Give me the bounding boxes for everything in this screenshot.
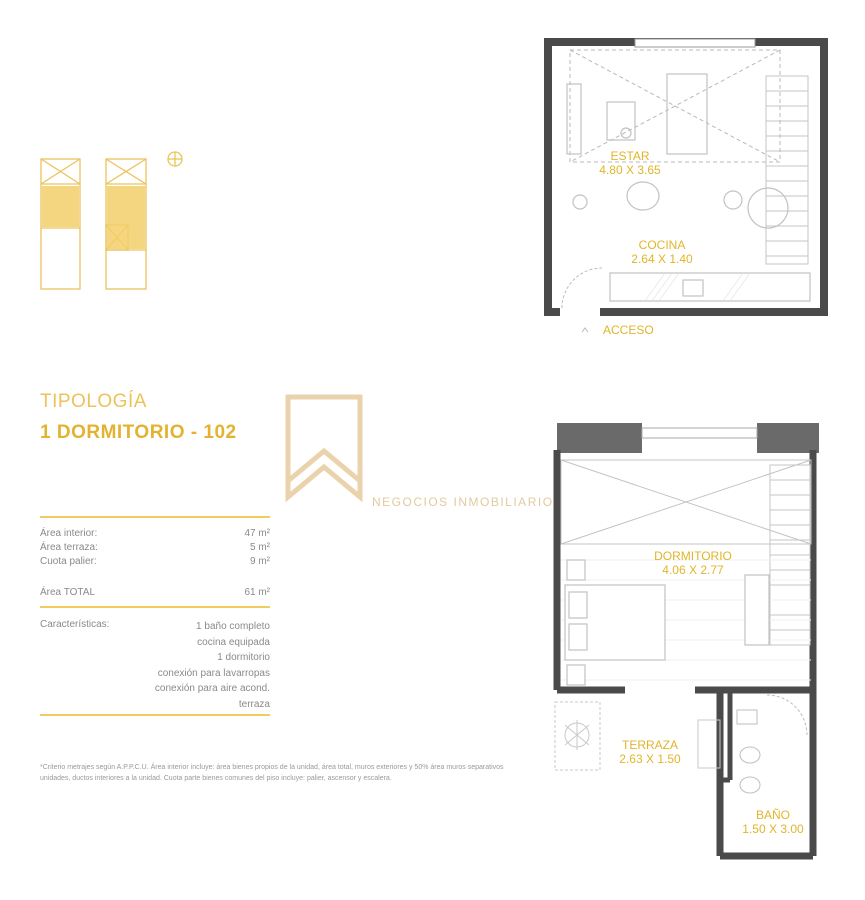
area-row	[40, 541, 270, 554]
feature-item: conexión para lavarropas	[157, 667, 270, 679]
table-mid-rule	[40, 606, 270, 608]
table-bottom-rule	[40, 714, 270, 716]
area-value: 47 m²	[244, 528, 270, 539]
area-label: Área interior:	[40, 528, 98, 539]
room-dims: 1.50 X 3.00	[742, 822, 804, 836]
room-name: DORMITORIO	[654, 549, 732, 563]
room-dims: 2.63 X 1.50	[619, 752, 681, 766]
watermark-logo	[284, 393, 366, 505]
features-label: Características:	[40, 619, 110, 630]
area-row	[40, 527, 270, 540]
room-dims: 4.80 X 3.65	[599, 163, 661, 177]
total-label: Área TOTAL	[40, 587, 96, 598]
room-label-dormitorio	[643, 549, 743, 577]
acceso-label: ACCESO	[603, 323, 654, 337]
key-plan	[36, 150, 196, 295]
area-row	[40, 555, 270, 568]
area-value: 9 m²	[250, 556, 270, 567]
room-label-estar	[585, 149, 675, 177]
total-row	[40, 586, 270, 599]
total-value: 61 m²	[244, 587, 270, 598]
feature-item: conexión para aire acond.	[154, 683, 270, 694]
floor-plan-upper	[540, 36, 830, 321]
area-label: Área terraza:	[40, 542, 98, 553]
feature-item: 1 dormitorio	[217, 652, 270, 663]
room-label-cocina	[617, 238, 707, 266]
feature-item: cocina equipada	[197, 636, 270, 648]
room-name: BAÑO	[755, 808, 790, 822]
area-value: 5 m²	[250, 542, 270, 553]
room-dims: 2.64 X 1.40	[631, 252, 693, 266]
feature-item: terraza	[238, 698, 270, 710]
floor-plan-lower	[545, 420, 825, 865]
room-name: TERRAZA	[621, 738, 678, 752]
room-name: ESTAR	[610, 149, 650, 163]
room-dims: 4.06 X 2.77	[662, 563, 724, 577]
room-name: COCINA	[638, 238, 686, 252]
unit-title: 1 DORMITORIO - 102	[40, 422, 237, 443]
table-top-rule	[40, 516, 270, 518]
feature-item: 1 baño completo	[196, 621, 270, 632]
room-label-bano	[728, 808, 818, 836]
area-label: Cuota palier:	[40, 556, 97, 567]
watermark-text: NEGOCIOS INMOBILIARIOS	[372, 495, 564, 509]
acceso-arrow-icon	[580, 325, 590, 335]
room-label-terraza	[605, 738, 695, 766]
footnote: *Criterio metrajes según A.P.P.C.U. Área interior incluye: área bienes propios de la unidad, área total, muros exteriores y 50% área muros separativos unidades, ductos interiores a la unidad. Cuota parte bienes comunes del piso incluye: palier, ascensor y escalera.	[40, 764, 504, 782]
features-list	[110, 619, 270, 712]
tipologia-label: TIPOLOGÍA	[40, 391, 147, 412]
